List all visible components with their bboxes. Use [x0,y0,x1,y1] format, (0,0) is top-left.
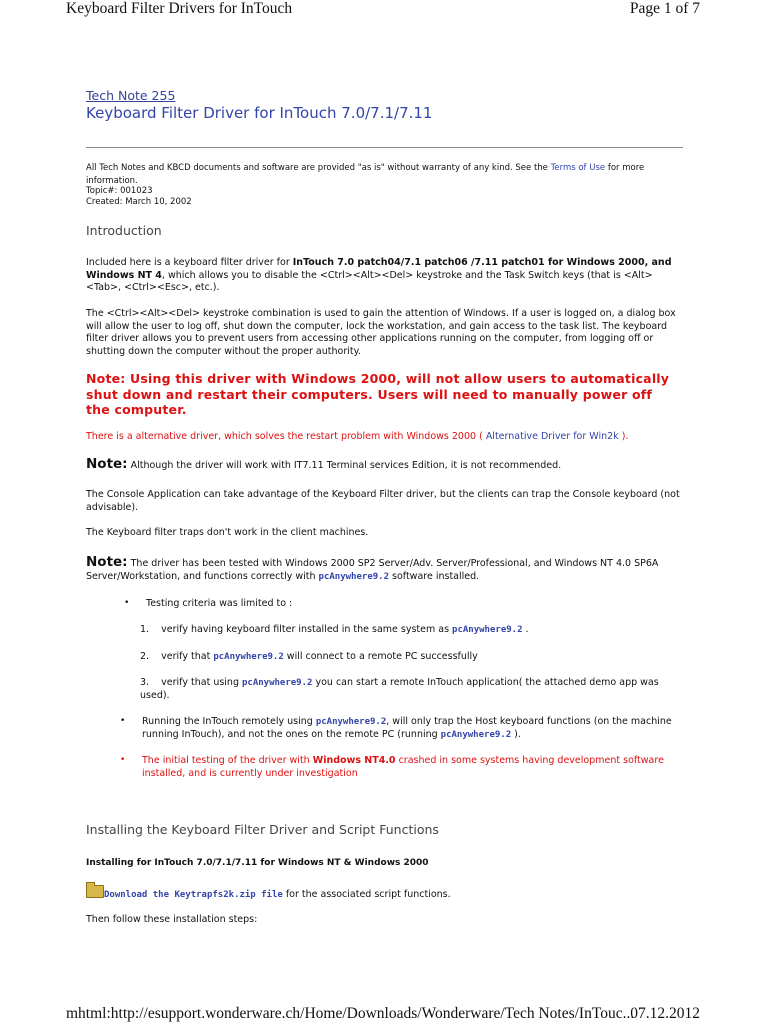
intro-paragraph-1: Included here is a keyboard filter driver for InTouch 7.0 patch04/7.1 patch06 /7.11 patch01 for Windows 2000, and Windows NT 4, which allows you to disable the <Ctrl><Alt><Del> keystroke and the Task Switch keys (that is <Alt><Tab>, <Ctrl><Esc>, etc.). [86,257,672,293]
then-follow-paragraph: Then follow these installation steps: [86,914,258,925]
alternative-driver-paragraph: There is a alternative driver, which solves the restart problem with Windows 2000 ( Alternative Driver for Win2k ). [86,431,629,442]
test-step-1: 1. verify having keyboard filter installed in the same system as pcAnywhere9.2 . [140,624,529,635]
created-date: Created: March 10, 2002 [86,197,192,207]
page-header-title: Keyboard Filter Drivers for InTouch [66,0,293,17]
console-paragraph: The Console Application can take advantage of the Keyboard Filter driver, but the clients can trap the Console keyboard (not advisable). [86,489,680,513]
crash-bullet: The initial testing of the driver with Windows NT4.0 crashed in some systems having development software installed, and is currently under investigation [142,755,664,779]
folder-icon [86,885,104,898]
topic-number: Topic#: 001023 [86,186,153,196]
pcanywhere-link[interactable]: pcAnywhere9.2 [318,571,389,582]
title-divider [86,147,683,148]
footer-url: mhtml:http://esupport.wonderware.ch/Home/Downloads/Wonderware/Tech Notes/InTouc... [66,1005,635,1022]
windows-2000-warning: Note: Using this driver with Windows 2000, will not allow users to automatically shut down and restart their computers. Users will need to manually power off the computer. [86,371,670,417]
topic-info [86,186,686,208]
introduction-heading: Introduction [86,223,162,238]
disclaimer: All Tech Notes and KBCD documents and software are provided "as is" without warranty of any kind. See the Terms of Use for more information. [86,163,645,186]
installing-subheading: Installing for InTouch 7.0/7.1/7.11 for Windows NT & Windows 2000 [86,858,429,868]
page-number: Page 1 of 7 [629,0,700,17]
technote-link[interactable]: Tech Note 255 [86,88,176,103]
terms-of-use-link[interactable]: Terms of Use [550,163,606,173]
bullet-dot: • [120,755,126,765]
document-title: Keyboard Filter Driver for InTouch 7.0/7.1/7.11 [86,104,433,122]
intro-paragraph-2: The <Ctrl><Alt><Del> keystroke combination is used to gain the attention of Windows. If a user is logged on, a dialog box will allow the user to log off, shut down the computer, lock the workstation, and gain access to the task list. The keyboard filter driver allows you to prevent users from accessing other applications running on the computer, from logging off or shutting down the computer without the proper authority. [86,308,676,357]
download-link[interactable]: Download the Keytrapfs2k.zip file [104,890,283,900]
footer-date: 07.12.2012 [630,1005,700,1022]
tested-note: Note: The driver has been tested with Windows 2000 SP2 Server/Adv. Server/Professional, and Windows NT 4.0 SP6A Server/Workstation, and functions correctly with pcAnywhere9.2 software installed. [86,554,659,582]
bullet-dot: • [120,716,126,726]
terminal-services-note: Note: Although the driver will work with IT7.11 Terminal services Edition, it is not recommended. [86,456,562,472]
installing-heading: Installing the Keyboard Filter Driver and Script Functions [86,822,439,837]
bullet-dot: • [124,598,130,608]
client-traps-paragraph: The Keyboard filter traps don't work in the client machines. [86,527,369,538]
download-line: Download the Keytrapfs2k.zip file for the associated script functions. [86,885,686,902]
test-step-3: 3. verify that using pcAnywhere9.2 you can start a remote InTouch application( the attached demo app was used). [140,677,659,701]
alternative-driver-link[interactable]: Alternative Driver for Win2k [485,431,619,442]
remote-bullet: Running the InTouch remotely using pcAnywhere9.2, will only trap the Host keyboard functions (on the machine running InTouch), and not the ones on the remote PC (running pcAnywhere9.2 ). [142,716,672,740]
testing-criteria: Testing criteria was limited to : [146,598,293,609]
test-step-2: 2. verify that pcAnywhere9.2 will connect to a remote PC successfully [140,651,478,662]
